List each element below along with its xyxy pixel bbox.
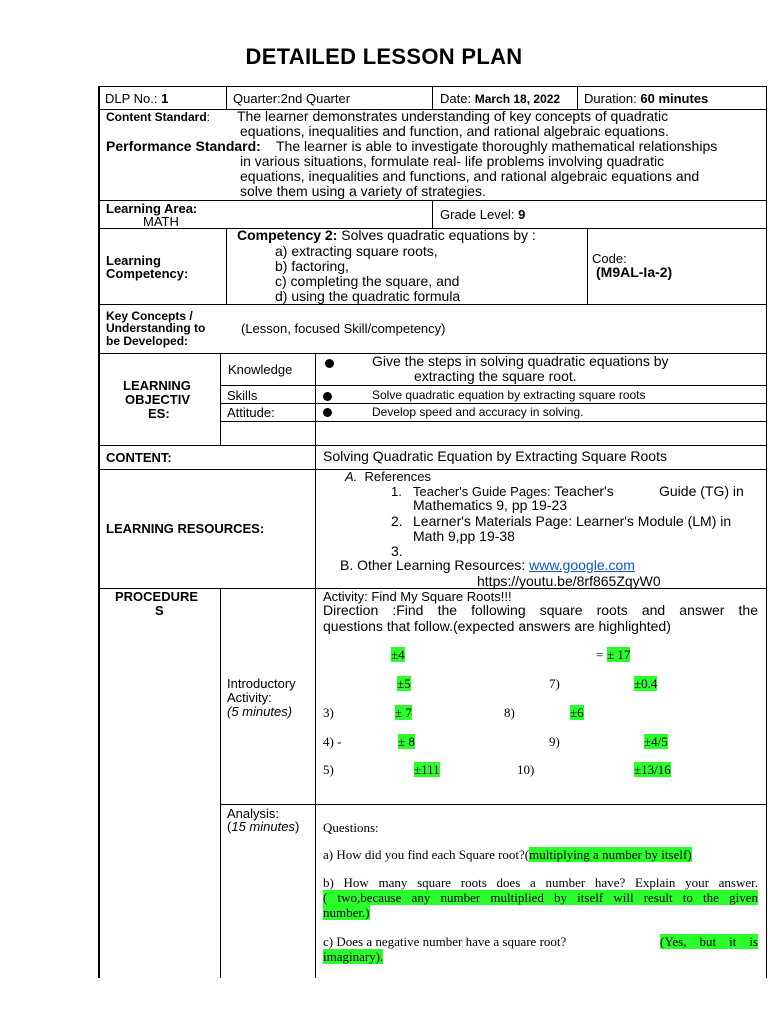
procedures-label-line2: S: [155, 603, 164, 618]
competency-label-line2: Competency:: [106, 266, 189, 281]
column-divider: [432, 200, 433, 228]
content-standard-line2: equations, inequalities and function, and rational algebraic equations.: [240, 123, 669, 139]
answer-5: ±111: [414, 762, 440, 777]
content-value: Solving Quadratic Equation by Extracting Square Roots: [323, 448, 667, 464]
objectives-label-line1: LEARNING: [123, 378, 191, 393]
performance-standard-line1: The learner is able to investigate thoroughly mathematical relationships: [276, 138, 718, 154]
grade-level-value: 9: [518, 207, 526, 222]
resources-r1-num: 1.: [391, 484, 402, 499]
number-7: 7): [549, 676, 560, 691]
knowledge-line2: extracting the square root.: [414, 368, 577, 384]
competency-heading-label: Competency 2:: [237, 227, 338, 243]
duration-value: 60 minutes: [640, 91, 709, 106]
row-divider: [220, 804, 767, 805]
content-standard-line1: The learner demonstrates understanding of key concepts of quadratic: [237, 108, 669, 124]
column-divider: [315, 353, 316, 445]
question-c-text: c) Does a negative number have a square root?: [323, 934, 567, 949]
bullet-icon: [323, 392, 332, 401]
resources-r2-line2: Math 9,pp 19-38: [413, 528, 515, 544]
question-b-text: b) How many square roots does a number have? Explain your answer.: [323, 875, 758, 890]
quarter: Quarter:2nd Quarter: [233, 91, 351, 106]
resources-r1-part: Teacher's: [554, 483, 614, 499]
resources-a-marker: A.: [345, 469, 358, 484]
google-link[interactable]: www.google.com: [529, 557, 635, 573]
competency-item: d) using the quadratic formula: [275, 288, 461, 304]
questions-heading: Questions:: [323, 820, 379, 835]
competency-heading: [237, 228, 536, 243]
grade-level-label: Grade Level:: [440, 207, 515, 222]
column-divider: [577, 86, 578, 109]
content-standard-label: Content Standard: [106, 110, 207, 124]
answer-6: ± 17: [607, 647, 631, 662]
content-standard-heading: [106, 110, 210, 125]
performance-standard-line2: in various situations, formulate real- life problems involving quadratic: [240, 153, 665, 169]
answer-9: ±4/5: [644, 734, 668, 749]
question-c-answer-line1: (Yes, but it is: [660, 934, 758, 949]
key-concepts-label-line3: be Developed:: [106, 334, 189, 348]
intro-time: (5 minutes): [227, 704, 293, 719]
competency-heading-text: Solves quadratic equations by :: [341, 227, 536, 243]
performance-standard-label: Performance Standard:: [106, 138, 261, 154]
knowledge-label: Knowledge: [228, 362, 293, 377]
performance-standard-line4: solve them using a variety of strategies.: [240, 183, 486, 199]
row-divider: [220, 421, 767, 422]
youtube-url[interactable]: https://youtu.be/8rf865ZqyW0: [477, 573, 661, 589]
intro-label-line2: Activity:: [227, 690, 272, 705]
question-b-answer-line1: ( two,because any number multiplied by itself will result to the given: [323, 890, 758, 905]
activity-title: Activity: Find My Square Roots!!!: [323, 589, 512, 604]
code-value: (M9AL-Ia-2): [596, 264, 673, 280]
answer-2: ±5: [397, 676, 411, 691]
page-title: DETAILED LESSON PLAN: [245, 44, 523, 69]
resources-r1-part: Teacher's Guide Pages:: [413, 484, 551, 499]
row-divider: [98, 445, 767, 446]
skills-label: Skills: [227, 388, 258, 403]
dlp-value: 1: [161, 91, 169, 106]
analysis-label: Analysis:: [227, 806, 280, 821]
grade-level: [440, 207, 525, 222]
resources-label: LEARNING RESOURCES:: [106, 521, 265, 536]
column-divider: [220, 588, 221, 978]
key-concepts-value: (Lesson, focused Skill/competency): [241, 321, 446, 336]
resources-r2-line1: Learner's Materials Page: Learner's Module (LM) in: [413, 513, 732, 529]
column-divider: [226, 228, 227, 304]
procedures-label-line1: PROCEDURE: [115, 589, 199, 604]
answer-7: ±0.4: [634, 676, 658, 691]
duration: [584, 91, 708, 106]
intro-label-line1: Introductory: [227, 676, 296, 691]
resources-r3-num: 3.: [391, 543, 403, 559]
key-concepts-label-line2: Understanding to: [106, 321, 206, 335]
column-divider: [226, 86, 227, 109]
performance-standard-line3: equations, inequalities and functions, and rational algebraic equations and: [240, 168, 700, 184]
number-9: 9): [549, 734, 560, 749]
column-divider: [432, 86, 433, 109]
row-divider: [98, 304, 767, 305]
number-3: 3): [323, 705, 334, 720]
row-divider: [220, 403, 767, 404]
direction-line2: questions that follow.(expected answers are highlighted): [323, 618, 671, 634]
resources-r2-num: 2.: [391, 513, 403, 529]
attitude-text: Develop speed and accuracy in solving.: [372, 405, 584, 419]
code-label: Code:: [592, 251, 627, 266]
number-8: 8): [504, 705, 515, 720]
competency-item: a) extracting square roots,: [275, 243, 438, 259]
question-c-answer-line2: imaginary).: [323, 949, 384, 964]
content-standard-colon: :: [206, 110, 211, 124]
question-a: [323, 847, 692, 862]
date: [440, 91, 560, 107]
analysis-time: 15 minutes: [231, 819, 295, 834]
answer-6-prefix: =: [596, 647, 604, 662]
resources-other-label: B. Other Learning Resources:: [340, 557, 526, 573]
resources-a-text: References: [364, 469, 432, 484]
column-divider: [587, 228, 588, 304]
competency-label-line1: Learning: [106, 253, 161, 268]
dlp-label: DLP No.:: [105, 91, 158, 106]
column-divider: [315, 469, 316, 588]
number-10: 10): [517, 762, 535, 777]
duration-label: Duration:: [584, 91, 637, 106]
analysis-time-wrap: (15 minutes): [227, 819, 300, 834]
bullet-icon: [323, 408, 332, 417]
objectives-label-line2: OBJECTIV: [125, 392, 191, 407]
question-a-answer: multiplying a number by itself): [529, 847, 692, 862]
competency-item: c) completing the square, and: [275, 273, 460, 289]
bullet-icon: [325, 359, 334, 368]
learning-area-label: Learning Area:: [106, 201, 198, 216]
column-divider: [315, 588, 316, 978]
resources-other: [340, 558, 635, 573]
resources-r1-line2: Mathematics 9, pp 19-23: [413, 497, 568, 513]
content-label: CONTENT:: [106, 450, 172, 465]
objectives-label-line3: ES:: [148, 406, 170, 421]
direction-line1: Direction :Find the following square roots and answer the: [323, 602, 758, 618]
answer-10: ±13/16: [634, 762, 671, 777]
question-b-answer-line2: number.): [323, 905, 370, 920]
knowledge-line1: Give the steps in solving quadratic equations by: [372, 353, 669, 369]
answer-8: ±6: [570, 705, 584, 720]
row-divider: [220, 385, 767, 386]
competency-item: b) factoring,: [275, 258, 349, 274]
column-divider: [220, 353, 221, 445]
question-a-text: a) How did you find each Square root?(: [323, 847, 530, 862]
skills-text: Solve quadratic equation by extracting square roots: [372, 388, 646, 402]
learning-area-value: MATH: [143, 214, 179, 229]
key-concepts-label-line1: Key Concepts /: [106, 309, 193, 323]
attitude-label: Attitude:: [227, 405, 275, 420]
answer-1: ±4: [391, 647, 405, 662]
row-divider: [98, 469, 767, 470]
resources-r1-part: Guide (TG) in: [659, 483, 744, 499]
answer-3: ± 7: [395, 705, 412, 720]
date-value: March 18, 2022: [474, 92, 561, 106]
answer-4: ± 8: [398, 734, 415, 749]
column-divider: [315, 445, 316, 469]
resources-a: [345, 469, 431, 484]
number-4: 4) -: [323, 734, 342, 749]
date-label: Date:: [440, 91, 472, 106]
number-5: 5): [323, 762, 334, 777]
dlp-no: [105, 91, 168, 106]
